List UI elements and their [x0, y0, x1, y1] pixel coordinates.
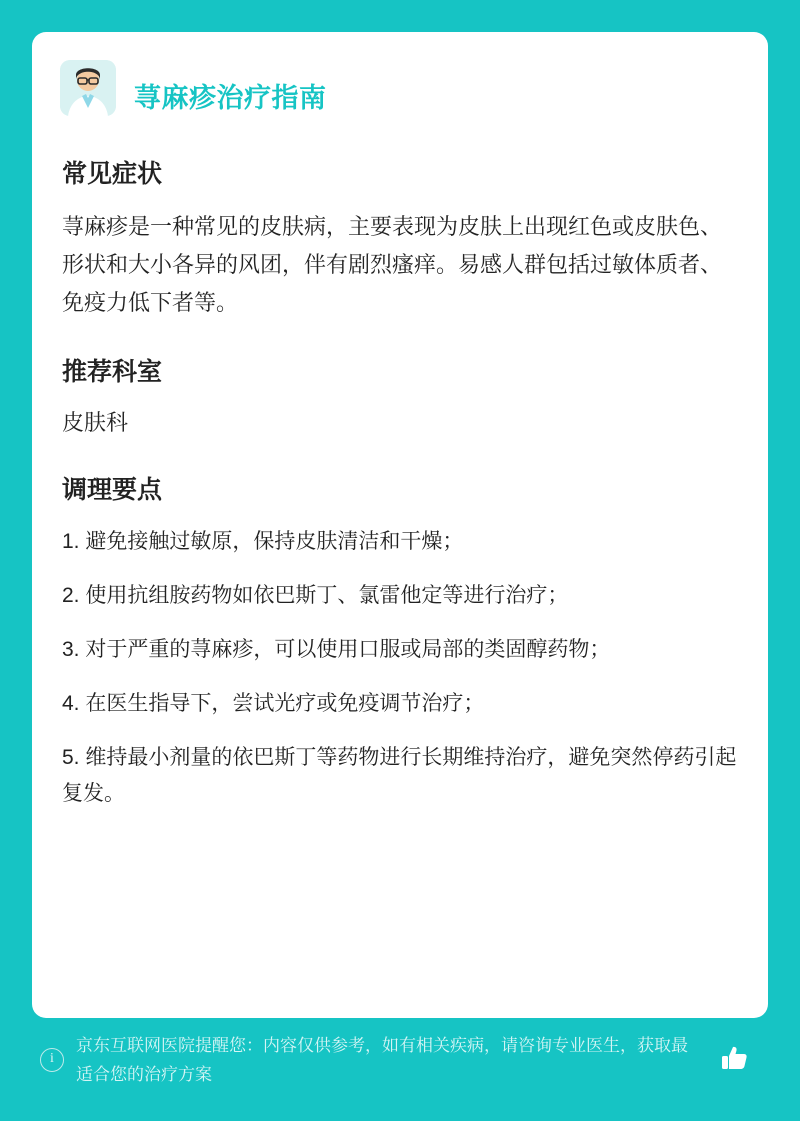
section-heading-care-points: 调理要点 [62, 476, 163, 504]
document-header [32, 32, 768, 116]
info-icon: i [40, 1048, 64, 1072]
section-text-department: 皮肤科 [62, 410, 129, 435]
section-heading-symptoms: 常见症状 [62, 160, 163, 188]
doctor-avatar-icon [60, 60, 116, 116]
care-points-list [62, 524, 738, 812]
content-card [32, 32, 768, 1018]
disclaimer-text: 京东互联网医院提醒您：内容仅供参考，如有相关疾病，请咨询专业医生，获取最适合您的治疗方案 [76, 1036, 688, 1084]
document-body [32, 116, 768, 812]
list-item: 4. 在医生指导下，尝试光疗或免疫调节治疗； [62, 692, 485, 715]
thumbs-up-icon[interactable] [718, 1041, 752, 1080]
list-item: 5. 维持最小剂量的依巴斯丁等药物进行长期维持治疗，避免突然停药引起复发。 [62, 746, 737, 805]
section-heading-department: 推荐科室 [62, 358, 163, 386]
footer-disclaimer-bar [32, 1018, 768, 1102]
list-item: 2. 使用抗组胺药物如依巴斯丁、氯雷他定等进行治疗； [62, 584, 569, 607]
list-item: 3. 对于严重的荨麻疹，可以使用口服或局部的类固醇药物； [62, 638, 611, 661]
list-item: 1. 避免接触过敏原，保持皮肤清洁和干燥； [62, 530, 464, 553]
section-text-symptoms: 荨麻疹是一种常见的皮肤病，主要表现为皮肤上出现红色或皮肤色、形状和大小各异的风团，伴有剧烈瘙痒。易感人群包括过敏体质者、免疫力低下者等。 [62, 214, 723, 315]
page-title: 荨麻疹治疗指南 [134, 83, 327, 113]
